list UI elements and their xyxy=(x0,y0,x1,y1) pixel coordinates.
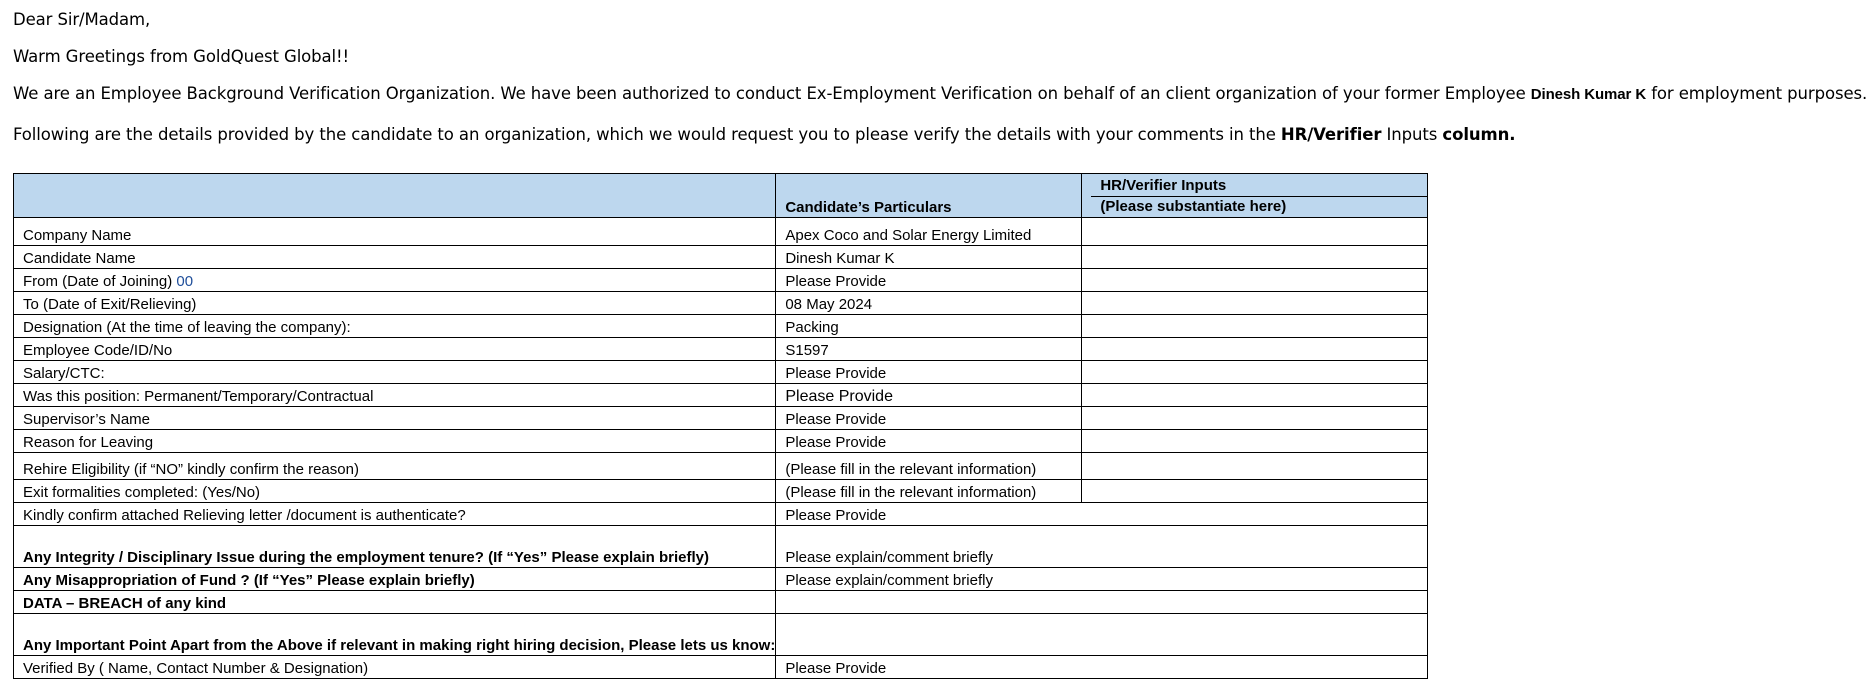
row-hr-input[interactable] xyxy=(1082,218,1428,246)
row-label: Any Important Point Apart from the Above if relevant in making right hiring decision, Please lets us know: xyxy=(14,614,776,656)
row-value: Dinesh Kumar K xyxy=(776,246,1082,269)
row-value: Please Provide xyxy=(776,656,1428,679)
request-bold-column: column. xyxy=(1442,125,1516,144)
header-hr-line2: (Please substantiate here) xyxy=(1100,198,1287,215)
table-row xyxy=(14,503,1428,526)
row-value: Apex Coco and Solar Energy Limited xyxy=(776,218,1082,246)
greeting: Warm Greetings from GoldQuest Global!! xyxy=(13,47,350,66)
table-row xyxy=(14,338,1428,361)
row-label: Employee Code/ID/No xyxy=(14,338,776,361)
row-hr-input[interactable] xyxy=(1082,269,1428,292)
row-hr-input[interactable] xyxy=(1082,292,1428,315)
row-hr-input[interactable] xyxy=(1082,453,1428,480)
row-value: Please Provide xyxy=(776,269,1082,292)
table-row xyxy=(14,568,1428,591)
row-value: 08 May 2024 xyxy=(776,292,1082,315)
header-hr-inputs xyxy=(1082,174,1428,218)
row-value: Please explain/comment briefly xyxy=(776,526,1428,568)
table-row xyxy=(14,480,1428,503)
header-hr-line1: HR/Verifier Inputs xyxy=(1091,175,1427,197)
intro-paragraph xyxy=(13,84,1867,103)
table-row xyxy=(14,407,1428,430)
row-hr-input[interactable] xyxy=(1082,246,1428,269)
row-label-suffix: 00 xyxy=(176,273,194,290)
row-label: Salary/CTC: xyxy=(14,361,776,384)
row-hr-input[interactable] xyxy=(1082,384,1428,407)
table-row xyxy=(14,384,1428,407)
row-value: Please Provide xyxy=(776,430,1082,453)
table-row xyxy=(14,453,1428,480)
table-row xyxy=(14,656,1428,679)
request-bold-hr-verifier: HR/Verifier xyxy=(1280,125,1382,144)
salutation: Dear Sir/Madam, xyxy=(13,10,151,29)
request-text-before: Following are the details provided by the candidate to an organization, which we would request you to please verify the details with your comments in the xyxy=(13,125,1281,144)
table-row xyxy=(14,269,1428,292)
row-label: Rehire Eligibility (if “NO” kindly confirm the reason) xyxy=(14,453,776,480)
table-row xyxy=(14,430,1428,453)
row-hr-input[interactable] xyxy=(1082,361,1428,384)
row-value: Please Provide xyxy=(776,407,1082,430)
table-row xyxy=(14,614,1428,656)
table-row xyxy=(14,246,1428,269)
table-row xyxy=(14,315,1428,338)
row-hr-input[interactable] xyxy=(1082,315,1428,338)
row-value: S1597 xyxy=(776,338,1082,361)
row-label: Designation (At the time of leaving the company): xyxy=(14,315,776,338)
row-value: Please explain/comment briefly xyxy=(776,568,1428,591)
row-label xyxy=(14,269,776,292)
row-value: Please Provide xyxy=(776,384,1082,407)
row-value xyxy=(776,614,1428,656)
table-row xyxy=(14,361,1428,384)
row-label: Was this position: Permanent/Temporary/Contractual xyxy=(14,384,776,407)
table-row xyxy=(14,218,1428,246)
request-paragraph xyxy=(13,125,1515,144)
row-value: Packing xyxy=(776,315,1082,338)
row-value xyxy=(776,591,1428,614)
header-label-cell xyxy=(14,174,776,218)
table-header-row xyxy=(14,174,1428,218)
row-label: Exit formalities completed: (Yes/No) xyxy=(14,480,776,503)
table-row xyxy=(14,591,1428,614)
table-row xyxy=(14,526,1428,568)
table-row xyxy=(14,292,1428,315)
row-label: Any Misappropriation of Fund ? (If “Yes” Please explain briefly) xyxy=(14,568,776,591)
row-hr-input[interactable] xyxy=(1082,430,1428,453)
header-particulars: Candidate’s Particulars xyxy=(776,174,1082,218)
row-value: (Please fill in the relevant information) xyxy=(776,480,1082,503)
row-value: Please Provide xyxy=(776,361,1082,384)
row-label: Any Integrity / Disciplinary Issue during the employment tenure? (If “Yes” Please explain briefly) xyxy=(14,526,776,568)
verification-table xyxy=(13,173,1428,679)
intro-text-after: for employment purposes. xyxy=(1646,84,1867,103)
row-hr-input[interactable] xyxy=(1082,338,1428,361)
row-label: Kindly confirm attached Relieving letter /document is authenticate? xyxy=(14,503,776,526)
request-text-mid: Inputs xyxy=(1381,125,1443,144)
row-hr-input[interactable] xyxy=(1082,407,1428,430)
row-hr-input[interactable] xyxy=(1082,480,1428,503)
row-label: To (Date of Exit/Relieving) xyxy=(14,292,776,315)
intro-text-before: We are an Employee Background Verification Organization. We have been authorized to conduct Ex-Employment Verification on behalf of an client organization of your former Employee xyxy=(13,84,1531,103)
row-label: Reason for Leaving xyxy=(14,430,776,453)
row-label: Company Name xyxy=(14,218,776,246)
row-label: Verified By ( Name, Contact Number & Designation) xyxy=(14,656,776,679)
row-value: (Please fill in the relevant information) xyxy=(776,453,1082,480)
row-value: Please Provide xyxy=(776,503,1428,526)
intro-candidate-name: Dinesh Kumar K xyxy=(1530,86,1647,103)
row-label-text: From (Date of Joining) xyxy=(23,273,177,290)
row-label: DATA – BREACH of any kind xyxy=(14,591,776,614)
row-label: Supervisor’s Name xyxy=(14,407,776,430)
row-label: Candidate Name xyxy=(14,246,776,269)
